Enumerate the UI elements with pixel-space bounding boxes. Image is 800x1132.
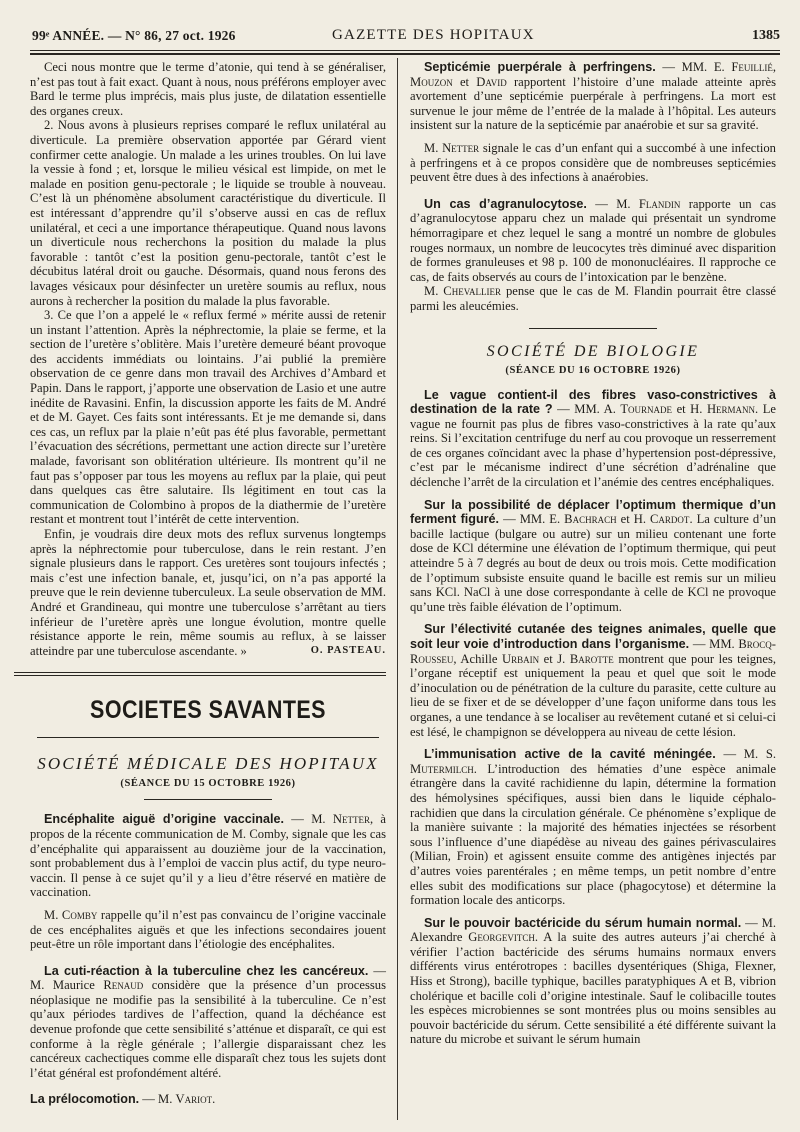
society-top-rule <box>529 328 657 329</box>
article-title: Un cas d’agranulocytose. <box>424 196 587 211</box>
article-encephalite-comby: M. Comby rappelle qu’il n’est pas convaincu de l’origine vaccinale de ces encéphalites aiguës et que les infections secondaires jouent peut-être un rôle important dans l’étiologie des encéphalites. <box>30 907 387 952</box>
left-column <box>30 60 386 1107</box>
page-number: 1385 <box>752 28 780 43</box>
seance-date: (SÉANCE DU 16 OCTOBRE 1926) <box>505 364 681 376</box>
society-title: SOCIÉTÉ DE BIOLOGIE <box>486 342 700 360</box>
article-vague: Le vague contient-il des fibres vaso-constrictives à destination de la rate ? — MM. A. Tournade et H. Hermann. Le vague ne fournit pas plus de fibres vaso-constrictives à la rate qu’aux reins. Si l’excitation centrifuge du nerf au cou provoque un resserrement de ces organes coïncidant avec la phase d’hypertension post-dépressive, c’est par le mécanisme indirect d’une sécrétion d’adrénaline que déclenche l’arrêt de la circulation et l’anémie des centres encéphaliques. <box>410 387 776 490</box>
article-title: Septicémie puerpérale à perfringens. <box>424 60 656 74</box>
paragraph-reflux-ferme: 3. Ce que l’on a appelé le « reflux fermé » mérite aussi de retenir un instant l’attention. Après la néphrectomie, la plaie se ferme, et la section de l’uretère s’oblitère. Mais l’uretère demeuré béant provoque des accidents immédiats ou lointains. J’ai publié la première observation de ce genre dans mon travail des Archives d’Ambard et Papin. Dans le rapport, j’apporte une observation de Lasio et une autre inédite de Ravasini. Enfin, la discussion apporte les faits de M. André et de M. Gayet. Ces faits sont intéressants. Et je me demande si, dans ces cas, un reflux par la plaie n’eût pas été plus favorable, permettant l’évacuation des sécrétions, permettant une action directe sur l’uretère malade, favorisant son oblitération ultérieure. Ils montrent qu’il ne faut pas s’opposer par tous les moyens au reflux par la plaie, qui peut dans quelques cas être salutaire. Ils légitiment en tout cas la communication de Colombino à propos de la diathermie de l’uretère restant et montrent tout l’intérêt de cette intervention. <box>30 308 386 527</box>
section-rule <box>37 737 379 738</box>
paragraph-tuberculose: Enfin, je voudrais dire deux mots des reflux survenus longtemps après la néphrectomie pour tuberculose, dans le rein restant. J’en signale plusieurs dans le rapport. Ces uretères sont toujours infectés ; mais c’est une infection banale, et, jusqu’ici, on n’a pas apporté la preuve que le rein devienne tuberculeux. La seule observation de MM. André et Grandineau, qui montre une tuberculose s’arrêtant au tiers inférieur de l’uretère après une longue évolution, montre quelle résistance apporte le rein, même soumis au reflux, à se laisser atteindre par une tuberculose ascendante. » O. PASTEAU. <box>30 527 386 658</box>
article-title: La cuti-réaction à la tuberculine chez les cancéreux. <box>44 963 369 978</box>
header-rule-thick <box>30 53 780 55</box>
article-title: Le vague contient-il des fibres vaso-constrictives à destination de la rate ? <box>410 387 776 417</box>
page-header <box>32 22 780 46</box>
issue-info: 99ᵉ ANNÉE. — N° 86, 27 oct. 1926 <box>32 28 236 43</box>
article-cuti-reaction: La cuti-réaction à la tuberculine chez les cancéreux. — M. Maurice Renaud considère que la présence d’un processus néoplasique ne modifie pas la sensibilité à la tuberculine. Ce n’est qu’aux périodes tardives de l’affection, quand la déchéance est devenue profonde que cette sensibilité s’atténue et disparaît, ce qui est conforme à la règle générale ; l’allergie disparaissant chez les cancéreux cachectiques comme elle disparaît chez tous les sujets dont l’état général est profondément altéré. <box>30 963 386 1080</box>
article-encephalite: Encéphalite aiguë d’origine vaccinale. — M. Netter, à propos de la récente communication de M. Comby, signale que les cas d’encéphalite qui apparaissent au douzième jour de la vaccination, sont probablement dus à l’emploi de vaccin plus actif, du type neuro-vaccin. Il pense à ce sujet qu’il y a lieu d’être réservé en matière de vaccination. <box>30 812 387 900</box>
article-prelocomotion: La prélocomotion. — M. Variot. <box>30 1092 216 1107</box>
society-title: SOCIÉTÉ MÉDICALE DES HOPITAUX <box>37 754 379 774</box>
article-title: Sur l’électivité cutanée des teignes animales, quelle que soit leur voie d’introduction dans l’organisme. <box>410 622 776 651</box>
article-agranulocytose-chevallier: M. Chevallier pense que le cas de M. Flandin pourrait être classé parmi les aleucémies. <box>410 284 776 313</box>
column-divider <box>397 58 398 1120</box>
section-double-rule <box>14 672 386 676</box>
article-optimum: Sur la possibilité de déplacer l’optimum thermique d’un ferment figuré. — MM. E. Bachrach et H. Cardot. La culture d’un bacille lactique (bulgare ou autre) sur un milieu contenant une forte dose de KCl détermine une élévation de l’optimum thermique, qui peut atteindre 5 à 7 degrés au bout de deux ou trois mois. Cette modification de l’optimum subsiste ensuite quand le bacille est remis sur un milieu sans KCl. NaCl à une dose correspondante à celle de KCl ne provoque qu’une très faible élévation de l’optimum. <box>410 497 777 614</box>
article-title: L’immunisation active de la cavité méningée. <box>424 747 716 762</box>
author-signature: O. PASTEAU. <box>310 644 386 656</box>
article-title: Sur le pouvoir bactéricide du sérum humain normal. <box>424 915 742 930</box>
right-column <box>410 60 776 1047</box>
paragraph-diverticule: 2. Nous avons à plusieurs reprises comparé le reflux unilatéral au diverticule. La première observation apportée par Gérard vient confirmer cette analogie. Un malade a les urines troubles. On lui lave la vessie à fond ; et, lorsque le milieu vésical est limpide, on met le malade en position genu-pectorale ; le liquide se trouble à nouveau. C’est là un phénomène absolument caractéristique du diverticule. Il est intéressant d’apprendre qu’il s’observe aussi en cas de reflux unilatéral, et ceci a une importance thérapeutique. Quand nous lavons un diverticule nous recherchons la position du malade la plus favorable : tantôt c’est la position genu-pectorale, tantôt c’est le décubitus latéral droit ou gauche. Désormais, quand nous ferons des lavages vésicaux pour désinfecter un uretère soumis au reflux, nous aurons à rechercher la position du malade la plus favorable. <box>30 118 386 308</box>
article-title: Encéphalite aiguë d’origine vaccinale. <box>44 812 284 827</box>
article-immunisation: L’immunisation active de la cavité méningée. — M. S. Mutermilch. L’introduction des hématies d’une espèce animale étrangère dans la cavité rachidienne du lapin, détermine la formation des hémolysines spécifiques, aussi bien dans le liquide céphalo-rachidien que dans la circulation générale. Ce phénomène s’explique de la manière suivante : la majorité des hématies injectées se résorbent sous l’influence d’une diapédèse au niveau des gaines périvasculaires (Milian, Froin) et agissent ensuite comme des antigènes injectés par d’autres voies parentérales ; en même temps, un petit nombre d’entre elles subit des modifications sur place (phagocytose) et détermine la formation locale des anticorps. <box>410 747 776 908</box>
article-agranulocytose: Un cas d’agranulocytose. — M. Flandin rapporte un cas d’agranulocytose apparu chez un malade qui présentait un syndrome hémorragipare et chez lequel le sang a montré un nombre de globules rouges normaux, un nombre de leucocytes très diminué avec disparition de formes granuleuses et 98 p. 100 de mononucléaires. Il rapproche ce cas, de faits observés au cours de l’intoxication par le benzène. <box>410 196 776 284</box>
seance-date: (SÉANCE DU 15 OCTOBRE 1926) <box>120 778 296 790</box>
article-title: Sur la possibilité de déplacer l’optimum thermique d’un ferment figuré. <box>410 497 776 527</box>
section-title: SOCIETES SAVANTES <box>90 696 326 725</box>
paragraph-atonie: Ceci nous montre que le terme d’atonie, qui tend à se généraliser, n’est pas tout à fait exact. Quant à nous, nous préférons employer avec Bard le terme plus imprécis, mais plus juste, de dilatation essentielle des organes creux. <box>30 60 387 118</box>
article-pouvoir-bactericide: Sur le pouvoir bactéricide du sérum humain normal. — M. Alexandre Georgevitch. A la suite des autres auteurs j’ai cherché à vérifier l’action bactéricide des sérums humains normaux envers différents virus entérotropes : bacilles dysentériques (Shiga, Flexner, Hiss et Strong), bacille typhique, bacilles paratyphiques A et B, vibrion cholérique et bacille coli d’origine intestinale. Sauf le colibacille toutes les espèces microbiennes se sont montrées plus ou moins sensibles au pouvoir bactéricide du sérum. Cette sensibilité a été différente suivant la nature du microbe et suivant le sérum humain <box>410 915 776 1047</box>
article-teignes: Sur l’électivité cutanée des teignes animales, quelle que soit leur voie d’introduction dans l’organisme. — MM. Brocq-Rousseu, Achille Urbain et J. Barotte montrent que pour les teignes, l’organe réceptif est uniquement la peau et quel que soit le mode d’inoculation ou de pénétration de la culture du parasite, cette culture au lieu de se fixer et de se développer d’une façon uniforme dans tous les organes, a une tendance à se localiser au revêtement cutané et si celui-ci est lésé, le champignon se développera au niveau de cette lésion. <box>410 622 776 739</box>
article-title: La prélocomotion. <box>30 1092 140 1107</box>
article-septicemie: Septicémie puerpérale à perfringens. — MM. E. Feuillié, Mouzon et David rapportent l’histoire d’une malade atteinte après avortement d’une septicémie puerpérale à perfringens. La mort est survenue le jour même de l’entrée de la malade à l’hôpital. Les auteurs insistent sur la nature de la septicémie par anaérobie et sur sa gravité. <box>410 60 776 133</box>
article-septicemie-netter: M. Netter signale le cas d’un enfant qui a succombé à une infection à perfringens et à ce propos considère que de nombreuses septicémies peuvent être dues à des infections à anaérobies. <box>410 140 776 185</box>
journal-title: GAZETTE DES HOPITAUX <box>332 27 535 43</box>
header-rule <box>30 50 780 51</box>
